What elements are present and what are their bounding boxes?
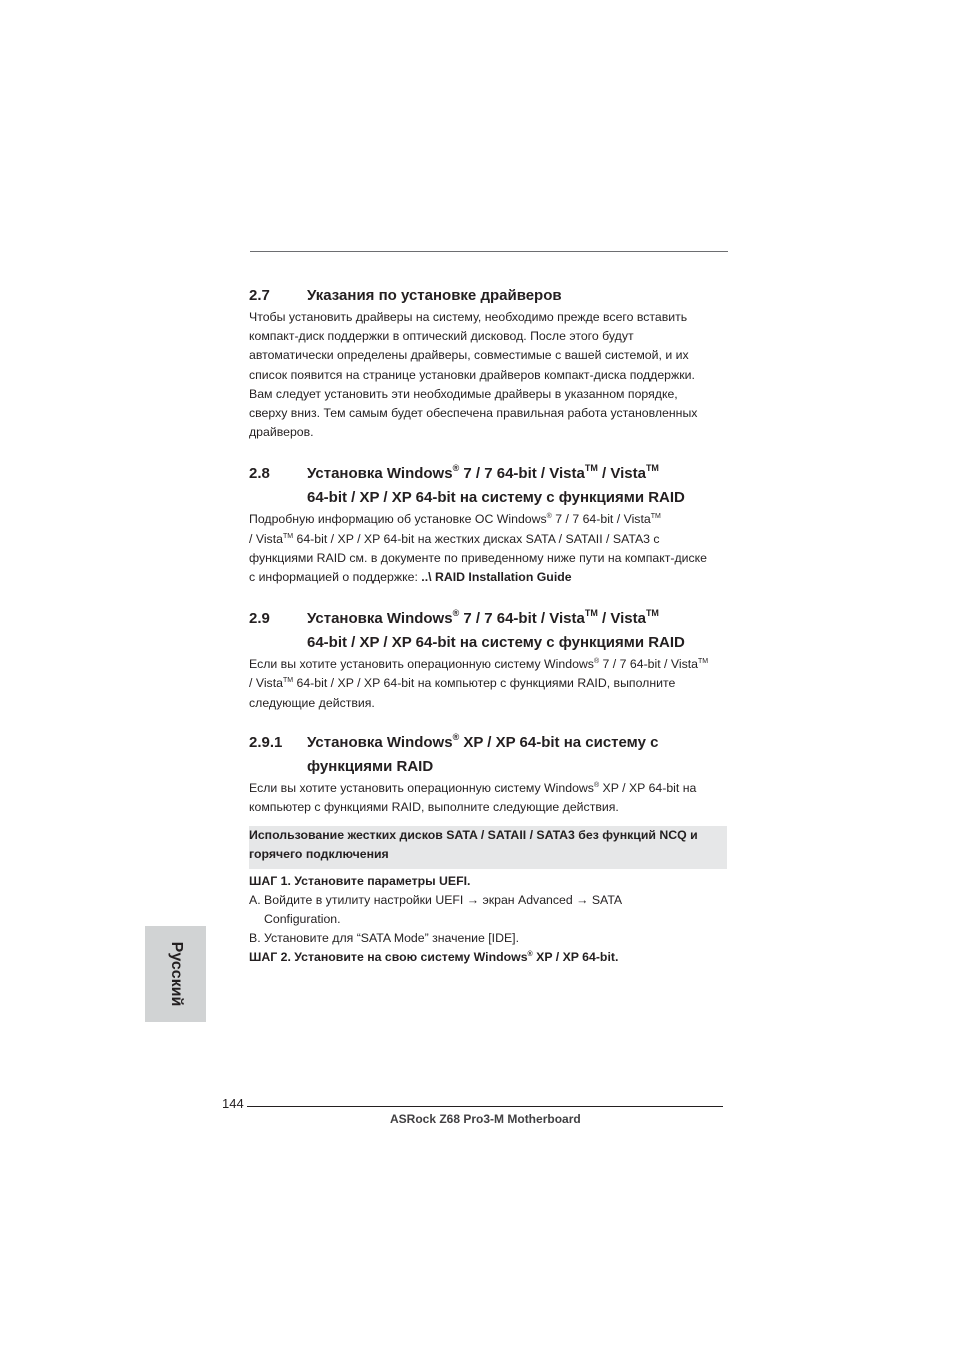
section-2-9-1-heading: [249, 731, 729, 779]
text-run: / Vista: [249, 531, 283, 546]
paragraph-line: [249, 674, 729, 693]
trademark-mark: TM: [645, 463, 659, 474]
paragraph-line: следующие действия.: [249, 695, 375, 710]
text-run: 64-bit / XP / XP 64-bit на компьютер с функциями RAID, выполните: [293, 676, 676, 691]
text-run: с информацией о поддержке:: [249, 570, 422, 585]
paragraph-line: [249, 510, 729, 529]
registered-mark: ®: [593, 781, 600, 789]
section-title-part: 7 / 7 64-bit / Vista: [459, 610, 585, 628]
paragraph-line: [249, 779, 729, 798]
step-1-title: ШАГ 1. Установите параметры UEFI.: [249, 873, 471, 888]
text-run: XP / XP 64-bit.: [532, 950, 619, 965]
trademark-mark: TM: [698, 658, 709, 666]
section-title-part: Установка Windows: [307, 610, 453, 628]
step-2-title: [249, 948, 729, 967]
paragraph-line: [249, 568, 729, 587]
section-title-part: / Vista: [597, 610, 646, 628]
paragraph-line: список появится на странице установки драйверов компакт-диска поддержки.: [249, 367, 695, 382]
note-line: горячего подключения: [249, 847, 389, 862]
section-title-part: 7 / 7 64-bit / Vista: [459, 465, 585, 483]
section-title-part: / Vista: [597, 465, 646, 483]
section-number: 2.9: [249, 610, 270, 628]
trademark-mark: TM: [645, 608, 659, 619]
language-side-tab: [145, 926, 206, 1022]
section-2-9-heading: [249, 607, 729, 655]
paragraph-line: автоматически определены драйверы, совместимые с вашей системой, и их: [249, 348, 689, 363]
section-2-7-body: [249, 308, 729, 442]
paragraph-line: Вам следует установить эти необходимые драйверы в указанном порядке,: [249, 386, 678, 401]
paragraph-line: компьютер с функциями RAID, выполните следующие действия.: [249, 800, 619, 815]
paragraph-line: драйверов.: [249, 425, 314, 440]
section-2-9-body: [249, 655, 729, 713]
paragraph-line: Чтобы установить драйверы на систему, необходимо прежде всего вставить: [249, 310, 688, 324]
text-run: / Vista: [249, 676, 283, 691]
section-title-part: 64-bit / XP / XP 64-bit на систему с функциями RAID: [307, 634, 685, 652]
trademark-mark: TM: [282, 532, 294, 540]
section-2-7-heading: [249, 284, 729, 308]
text-run: XP / XP 64-bit на: [599, 780, 697, 795]
step-a-line: Configuration.: [264, 912, 341, 927]
page-number: 144: [222, 1096, 244, 1111]
text-run: Подробную информацию об установке ОС Windows: [249, 512, 547, 527]
paragraph-line: функциями RAID см. в документе по приведенному ниже пути на компакт-диске: [249, 550, 708, 565]
section-2-8-body: [249, 510, 729, 587]
section-title: Указания по установке драйверов: [307, 287, 562, 304]
paragraph-line: компакт-диск поддержки в оптический дисковод. После этого будут: [249, 329, 634, 344]
text-run: Если вы хотите установить операционную систему Windows: [249, 780, 594, 795]
note-line: Использование жестких дисков SATA / SATAII / SATA3 без функций NCQ и: [249, 828, 698, 843]
section-title-part: Установка Windows: [307, 465, 453, 483]
paragraph-line: [249, 655, 729, 674]
section-number: 2.9.1: [249, 733, 283, 751]
section-number: 2.8: [249, 465, 270, 483]
section-title-part: функциями RAID: [307, 757, 434, 775]
paragraph-line: сверху вниз. Тем самым будет обеспечена правильная работа установленных: [249, 406, 698, 421]
trademark-mark: TM: [584, 608, 598, 619]
trademark-mark: TM: [282, 677, 294, 685]
section-title-part: Установка Windows: [307, 733, 453, 751]
section-title-part: 64-bit / XP / XP 64-bit на систему с функциями RAID: [307, 489, 685, 507]
text-run: ШАГ 2. Установите на свою систему Windows: [249, 950, 528, 965]
page-content: [249, 284, 729, 968]
registered-mark: ®: [452, 731, 460, 742]
registered-mark: ®: [452, 463, 460, 474]
registered-mark: ®: [546, 513, 552, 521]
section-2-8-heading: [249, 462, 729, 510]
registered-mark: ®: [452, 608, 460, 619]
text-run: Если вы хотите установить операционную систему Windows: [249, 657, 594, 672]
step-a-line: A. Войдите в утилиту настройки UEFI → экран Advanced → SATA: [249, 892, 623, 907]
guide-path: ..\ RAID Installation Guide: [421, 570, 572, 585]
registered-mark: ®: [593, 658, 600, 666]
text-run: 7 / 7 64-bit / Vista: [599, 657, 699, 672]
section-number: 2.7: [249, 287, 270, 304]
footer-divider: [247, 1106, 723, 1107]
language-label: Русский: [167, 941, 185, 1007]
step-b-line: B. Установите для “SATA Mode” значение [IDE].: [249, 931, 520, 946]
trademark-mark: TM: [584, 463, 598, 474]
footer-product: ASRock Z68 Pro3-M Motherboard: [390, 1112, 581, 1126]
text-run: 7 / 7 64-bit / Vista: [551, 512, 651, 527]
registered-mark: ®: [527, 951, 533, 959]
text-run: 64-bit / XP / XP 64-bit на жестких дисках SATA / SATAII / SATA3 с: [293, 531, 660, 546]
sata-note-box: [249, 826, 727, 868]
top-divider: [250, 251, 728, 252]
paragraph-line: [249, 530, 729, 549]
section-title-part: XP / XP 64-bit на систему с: [459, 733, 659, 751]
trademark-mark: TM: [650, 513, 661, 521]
section-2-9-1-body: [249, 779, 729, 817]
install-steps: [249, 872, 729, 968]
